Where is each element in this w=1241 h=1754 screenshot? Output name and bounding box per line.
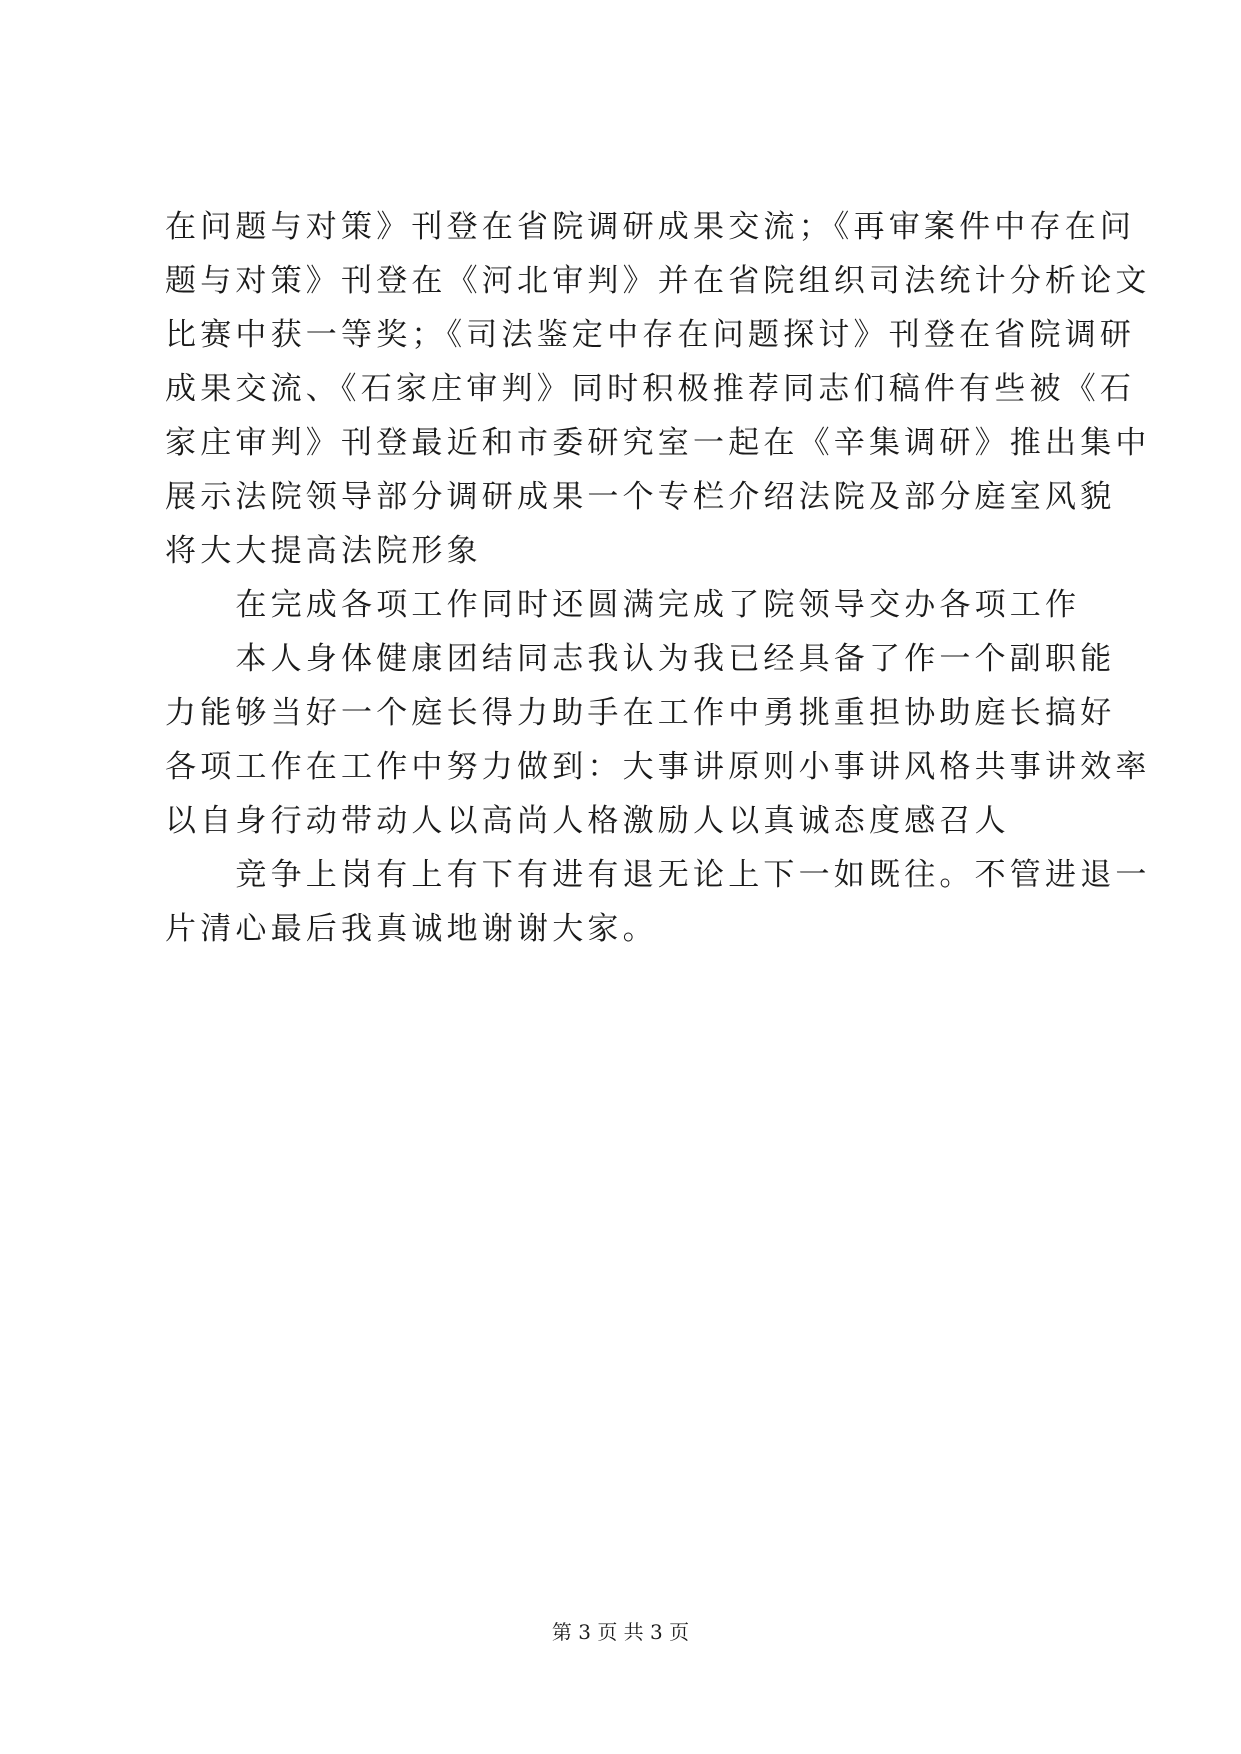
text-line: 家庄审判》刊登最近和市委研究室一起在《辛集调研》推出集中 <box>165 425 1151 461</box>
text-line: 本人身体健康团结同志我认为我已经具备了作一个副职能 <box>165 641 1116 677</box>
text-line: 展示法院领导部分调研成果一个专栏介绍法院及部分庭室风貌 <box>165 479 1116 515</box>
text-line: 成果交流、《石家庄审判》同时积极推荐同志们稿件有些被《石 <box>165 371 1136 407</box>
document-body <box>165 200 1151 956</box>
text-line: 各项工作在工作中努力做到：大事讲原则小事讲风格共事讲效率 <box>165 749 1151 785</box>
text-line: 以自身行动带动人以高尚人格激励人以真诚态度感召人 <box>165 803 1010 839</box>
page-number-footer: 第 3 页 共 3 页 <box>551 1620 690 1644</box>
text-line: 题与对策》刊登在《河北审判》并在省院组织司法统计分析论文 <box>165 263 1151 299</box>
text-line: 比赛中获一等奖；《司法鉴定中存在问题探讨》刊登在省院调研 <box>165 317 1136 353</box>
text-line: 片清心最后我真诚地谢谢大家。 <box>165 911 658 947</box>
text-line: 在完成各项工作同时还圆满完成了院领导交办各项工作 <box>165 587 1081 623</box>
text-line: 竞争上岗有上有下有进有退无论上下一如既往。不管进退一 <box>165 857 1151 893</box>
text-line: 将大大提高法院形象 <box>165 533 482 569</box>
text-line: 在问题与对策》刊登在省院调研成果交流；《再审案件中存在问 <box>165 209 1136 245</box>
text-line: 力能够当好一个庭长得力助手在工作中勇挑重担协助庭长搞好 <box>165 695 1116 731</box>
